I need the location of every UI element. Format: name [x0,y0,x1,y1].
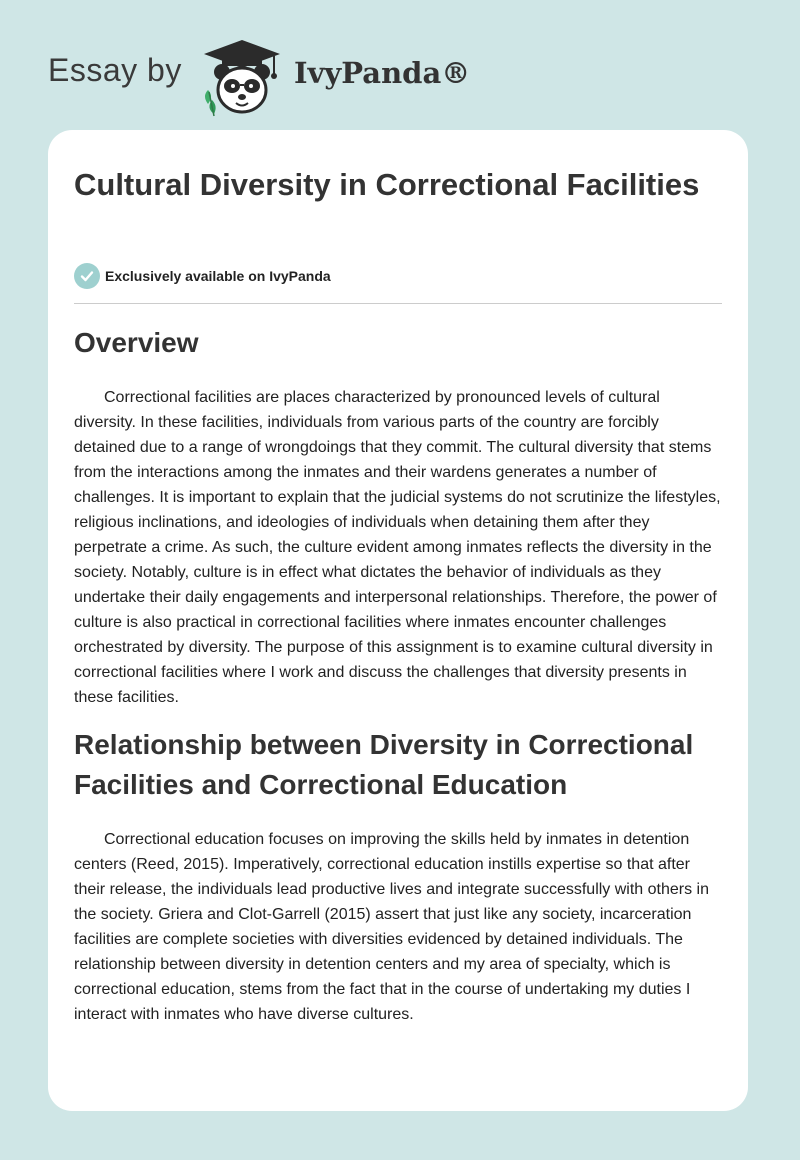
essay-title: Cultural Diversity in Correctional Facilities [74,167,700,202]
essay-by-label: Essay by [48,52,182,88]
ivypanda-brand-name[interactable]: IvyPanda® [294,56,471,90]
exclusive-badge [74,263,331,289]
section-heading-overview: Overview [74,327,199,358]
essay-card [48,130,748,1111]
ivypanda-logo-icon[interactable] [200,34,284,118]
check-icon [74,263,100,289]
section-paragraph-relationship: Correctional education focuses on improving the skills held by inmates in detention centers (Reed, 2015). Imperatively, correctional education instills expertise so that after their release, the individuals lead productive lives and integrate successfully with others in the society. Griera and Clot-Garrell (2015) assert that just like any society, incarceration facilities are complete societies with diversities evidenced by detained individuals. The relationship between diversity in detention centers and my area of specialty, which is correctional education, stems from the fact that in the course of undertaking my duties I interact with inmates who have diverse cultures. [74,831,710,1023]
exclusive-badge-label: Exclusively available on IvyPanda [105,268,331,284]
site-header [48,28,748,118]
section-paragraph-overview: Correctional facilities are places characterized by pronounced levels of cultural diversity. In these facilities, individuals from various parts of the country are forcibly detained due to a range of wrongdoings that they commit. The cultural diversity that stems from the interactions among the inmates and their wardens generates a number of challenges. It is important to explain that the judicial systems do not scrutinize the lifestyles, religious inclinations, and ideologies of individuals when detaining them after they perpetrate a crime. As such, the culture evident among inmates reflects the diversity in the society. Notably, culture is in effect what dictates the behavior of individuals as they undertake their daily engagements and interpersonal relationships. Therefore, the power of culture is also practical in correctional facilities where inmates encounter challenges orchestrated by diversity. The purpose of this assignment is to examine cultural diversity in correctional facilities where I work and discuss the challenges that diversity presents in these facilities. [74,389,721,706]
title-divider [74,303,722,304]
section-heading-relationship: Relationship between Diversity in Correctional Facilities and Correctional Education [74,729,694,800]
